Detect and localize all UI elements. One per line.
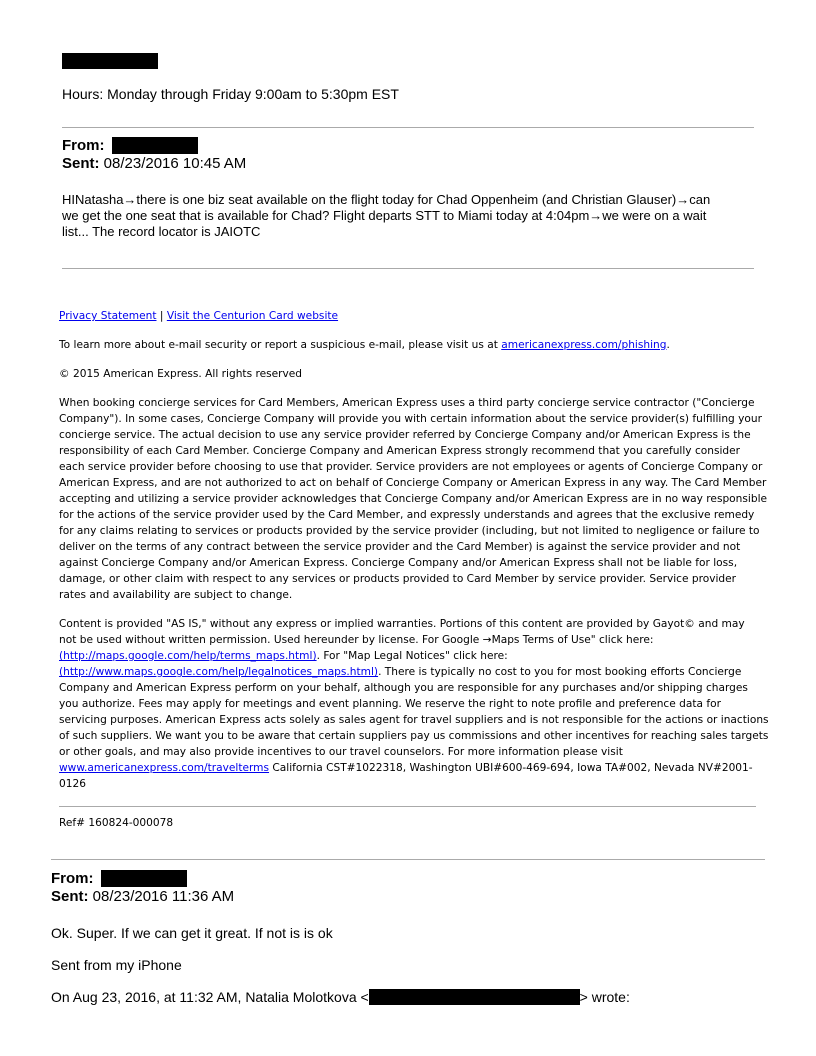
content-line: Content is provided "AS IS," without any express or implied warranties. Portions of this content are provided by Gayot© and may [59,618,745,630]
disclaimer-line: accepting and utilizing a service provider acknowledges that Concierge Company and/or American Express are in no way responsible [59,493,768,505]
divider-3 [59,806,756,807]
msg1-body-line: list... The record locator is JAIOTC [62,224,261,239]
security-notice [59,337,670,353]
footer-links [59,308,338,324]
content-line: not be used without written permission. Used hereunder by license. For Google →Maps Terms of Use" click here: [59,634,654,646]
redacted-sender-2 [101,870,187,887]
maps-terms-link[interactable]: (http://maps.google.com/help/terms_maps.html) [59,650,317,662]
security-prefix: To learn more about e-mail security or report a suspicious e-mail, please visit us at [59,339,498,351]
divider-4 [51,859,765,860]
content-line: www.americanexpress.com/travelterms California CST#1022318, Washington UBI#600-469-694, Iowa TA#002, Nevada NV#2001- [59,762,753,774]
redacted-name-top [62,53,158,69]
msg1-body [62,192,710,240]
msg1-sent [62,155,246,172]
disclaimer-line: for any claims relating to services or products provided by the service provider (including, but not limited to negligence or failure to [59,525,760,537]
msg1-body-line: we get the one seat that is available for Chad? Flight departs STT to Miami today at 4:04pm→we were on a wait [62,208,707,223]
content-line: 0126 [59,778,86,790]
msg2-body-1: Ok. Super. If we can get it great. If not is is ok [51,925,333,941]
content-line: servicing purposes. American Express acts solely as sales agent for travel suppliers and is not responsible for the actions or inactions [59,714,769,726]
disclaimer-line: Company"). In some cases, Concierge Company will provide you with certain information about the service provider(s) fulfilling your [59,413,762,425]
disclaimer-line: for the actions of the service provider used by the Card Member, and expressly understands and agrees that the exclusive remedy [59,509,755,521]
msg2-sent [51,888,234,905]
hours-text: Hours: Monday through Friday 9:00am to 5:30pm EST [62,86,399,102]
from-label: From: [62,137,105,154]
centurion-card-link[interactable]: Visit the Centurion Card website [166,310,339,322]
content-line: you authorize. Fees may apply for meetings and event planning. We reserve the right to note profile and preference data for [59,698,721,710]
sent-value: 08/23/2016 11:36 AM [92,888,235,905]
redacted-email [369,989,580,1005]
content-line: (http://www.maps.google.com/help/legalnotices_maps.html). There is typically no cost to you for most booking efforts Concierge [59,666,742,678]
msg1-from [62,137,105,154]
sent-label: Sent: [51,888,89,905]
link-separator: | [159,310,164,322]
divider-1 [62,127,754,128]
disclaimer-line: American Express, and are not authorized to act on behalf of Concierge Company or American Express in any way. The Card Member [59,477,767,489]
disclaimer-line: responsibility of each Card Member. Concierge Company and American Express strongly recommend that you carefully consider [59,445,741,457]
sent-label: Sent: [62,155,100,172]
content-disclaimer [59,616,769,792]
disclaimer-line: against Concierge Company and/or American Express. Concierge Company and/or American Express shall not be liable for loss, [59,557,738,569]
msg2-from [51,870,94,887]
disclaimer-line: When booking concierge services for Card Members, American Express uses a third party concierge service contractor ("Concierge [59,397,755,409]
phishing-link[interactable]: americanexpress.com/phishing [501,339,667,351]
legal-notices-link[interactable]: (http://www.maps.google.com/help/legalnotices_maps.html) [59,666,379,678]
quote-suffix: > wrote: [579,989,630,1005]
content-line: of such suppliers. We want you to be aware that certain suppliers pay us commissions and other incentives for reaching sales targets [59,730,769,742]
content-line: Company and American Express perform on your behalf, although you are responsible for any purchases and/or shipping charges [59,682,748,694]
sent-value: 08/23/2016 10:45 AM [103,155,247,172]
disclaimer-line: concierge service. The actual decision to use any service provider referred by Concierge Company and/or American Express is the [59,429,751,441]
reference-number: Ref# 160824-000078 [59,817,174,829]
concierge-disclaimer [59,395,767,603]
from-label: From: [51,870,94,887]
divider-2 [62,268,754,269]
redacted-sender-1 [112,137,198,154]
disclaimer-line: each service provider before choosing to use that provider. Service providers are not employees or agents of Concierge Company or [59,461,763,473]
disclaimer-line: rates and availability are subject to change. [59,589,293,601]
travelterms-link[interactable]: www.americanexpress.com/travelterms [59,762,270,774]
privacy-statement-link[interactable]: Privacy Statement [59,310,157,322]
quote-line [51,989,630,1005]
copyright: © 2015 American Express. All rights reserved [59,368,302,380]
disclaimer-line: damage, or other claim with respect to any services or products provided to Card Member by service provider. Service provider [59,573,737,585]
disclaimer-line: deliver on the terms of any contract between the service provider and the Card Member) is against the service provider and not [59,541,741,553]
content-line: (http://maps.google.com/help/terms_maps.html). For "Map Legal Notices" click here: [59,650,508,662]
quote-prefix: On Aug 23, 2016, at 11:32 AM, Natalia Molotkova < [51,989,369,1005]
msg2-body-2: Sent from my iPhone [51,957,182,973]
content-line: or other goals, and may also provide incentives to our travel counselors. For more information please visit [59,746,623,758]
security-suffix: . [666,339,670,351]
msg1-body-line: HINatasha→there is one biz seat available on the flight today for Chad Oppenheim (and Christian Glauser)→can [62,192,711,207]
